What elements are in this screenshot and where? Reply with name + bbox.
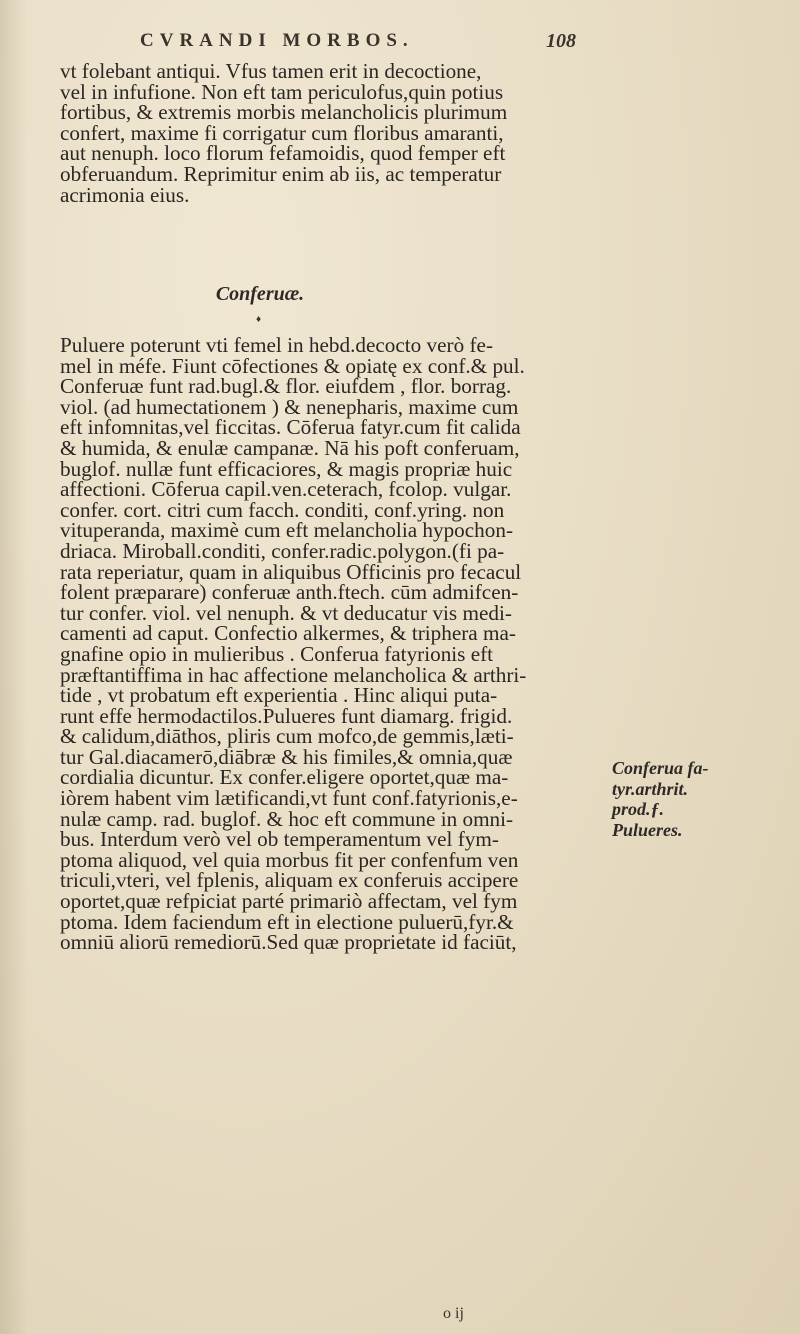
text-line: camenti ad caput. Confectio alkermes, & triphera ma- — [60, 621, 516, 646]
text-line: affectioni. Cōferua capil.ven.ceterach, fcolop. vulgar. — [60, 477, 512, 502]
gutter-shadow — [0, 0, 28, 1334]
text-line: Conferuæ funt rad.bugl.& flor. eiufdem , flor. borrag. — [60, 374, 512, 399]
page-number: 10⁠8 — [546, 30, 576, 52]
text-line: confer. cort. citri cum facch. conditi, conf.yring. non — [60, 497, 505, 522]
text-line: tide , vt probatum eft experientia . Hinc aliqui puta- — [60, 683, 498, 708]
text-line: & calidum,diāthos, pliris cum mofco,de gemmis,læti- — [60, 724, 514, 749]
text-line: triculi,vteri, vel fplenis, aliquam ex conferuis accipere — [60, 868, 519, 893]
text-line: Puluere poterunt vti femel in hebd.decocto verò fe- — [60, 333, 494, 357]
running-title: CVRANDI MORBOS. — [140, 30, 414, 51]
text-line: cordialia dicuntur. Ex confer.eligere oportet,quæ ma- — [60, 765, 509, 790]
margin-note: Pulueres. — [612, 819, 683, 840]
text-line: acrimonia eius. — [60, 182, 190, 207]
text-line: driaca. Miroball.conditi, confer.radic.polygon.(fi pa- — [60, 538, 505, 563]
text-line: præftantiffima in hac affectione melancholica & arthri- — [60, 662, 527, 687]
text-line: aut nenuph. loco florum fefamoidis, quod femper eft — [60, 141, 506, 166]
text-line: rata reperiatur, quam in aliquibus Officinis pro fecacul — [60, 559, 522, 584]
text-line: fortibus, & extremis morbis melancholicis plurimum — [60, 100, 508, 125]
margin-note: tyr.arthrit. — [612, 778, 689, 799]
text-line: folent præparare) conferuæ anth.ftech. cūm admifcen- — [60, 580, 519, 605]
ornament-dot: ♦ — [256, 314, 262, 325]
text-line: oportet,quæ refpiciat parté primariò affectam, vel fym — [60, 889, 518, 914]
text-line: & humida, & enulæ campanæ. Nā his poft conferuam, — [60, 435, 520, 460]
text-line: vituperanda, maximè cum eft melancholia hypochon- — [60, 518, 514, 543]
text-line: mel in méfe. Fiunt cōfectiones & opiatę ex conf.& pul. — [60, 353, 525, 378]
text-line: eft infomnitas,vel ficcitas. Cōferua fatyr.cum fit calida — [60, 415, 521, 440]
text-line: viol. (ad humectationem ) & nenepharis, maxime cum — [60, 394, 519, 419]
text-line: iòrem habent vim lætificandi,vt funt conf.fatyrionis,e- — [60, 786, 518, 811]
marginal-notes — [612, 758, 800, 840]
text-line: ptoma aliquod, vel quia morbus fit per confenfum ven — [60, 847, 519, 872]
text-line: buglof. nullæ funt efficaciores, & magis propriæ huic — [60, 456, 513, 481]
section-heading: Conferuæ. — [215, 283, 305, 305]
text-line: obferuandum. Reprimitur enim ab iis, ac temperatur — [60, 161, 502, 186]
text-line: ptoma. Idem faciendum eft in electione puluerū,fyr.& — [60, 909, 514, 934]
margin-note: Conferua fa- — [612, 758, 709, 778]
paragraph-2 — [60, 335, 620, 953]
margin-note: prod.ƒ. — [612, 799, 665, 820]
text-line: runt effe hermodactilos.Pulueres funt diamarg. frigid. — [60, 703, 513, 728]
text-line: tur confer. viol. vel nenuph. & vt deducatur vis medi- — [60, 600, 512, 625]
text-line: tur Gal.diacamerō,diābræ & his fimiles,& omnia,quæ — [60, 744, 513, 769]
text-line: bus. Interdum verò vel ob temperamentum vel fym- — [60, 827, 499, 852]
text-line: omniū aliorū remediorū.Sed quæ proprietate id faciūt, — [60, 930, 517, 955]
text-line: nulæ camp. rad. buglof. & hoc eft commune in omni- — [60, 806, 514, 831]
text-line: vt folebant antiqui. Vfus tamen erit in decoctione, — [60, 59, 482, 83]
text-line: confert, maxime fi corrigatur cum floribus amaranti, — [60, 120, 504, 145]
signature-mark: o ij — [443, 1305, 464, 1322]
text-line: vel in infufione. Non eft tam periculofus,quin potius — [60, 79, 504, 104]
text-line: gnafine opio in mulieribus . Conferua fatyrionis eft — [60, 641, 494, 666]
paragraph-1 — [60, 61, 620, 205]
